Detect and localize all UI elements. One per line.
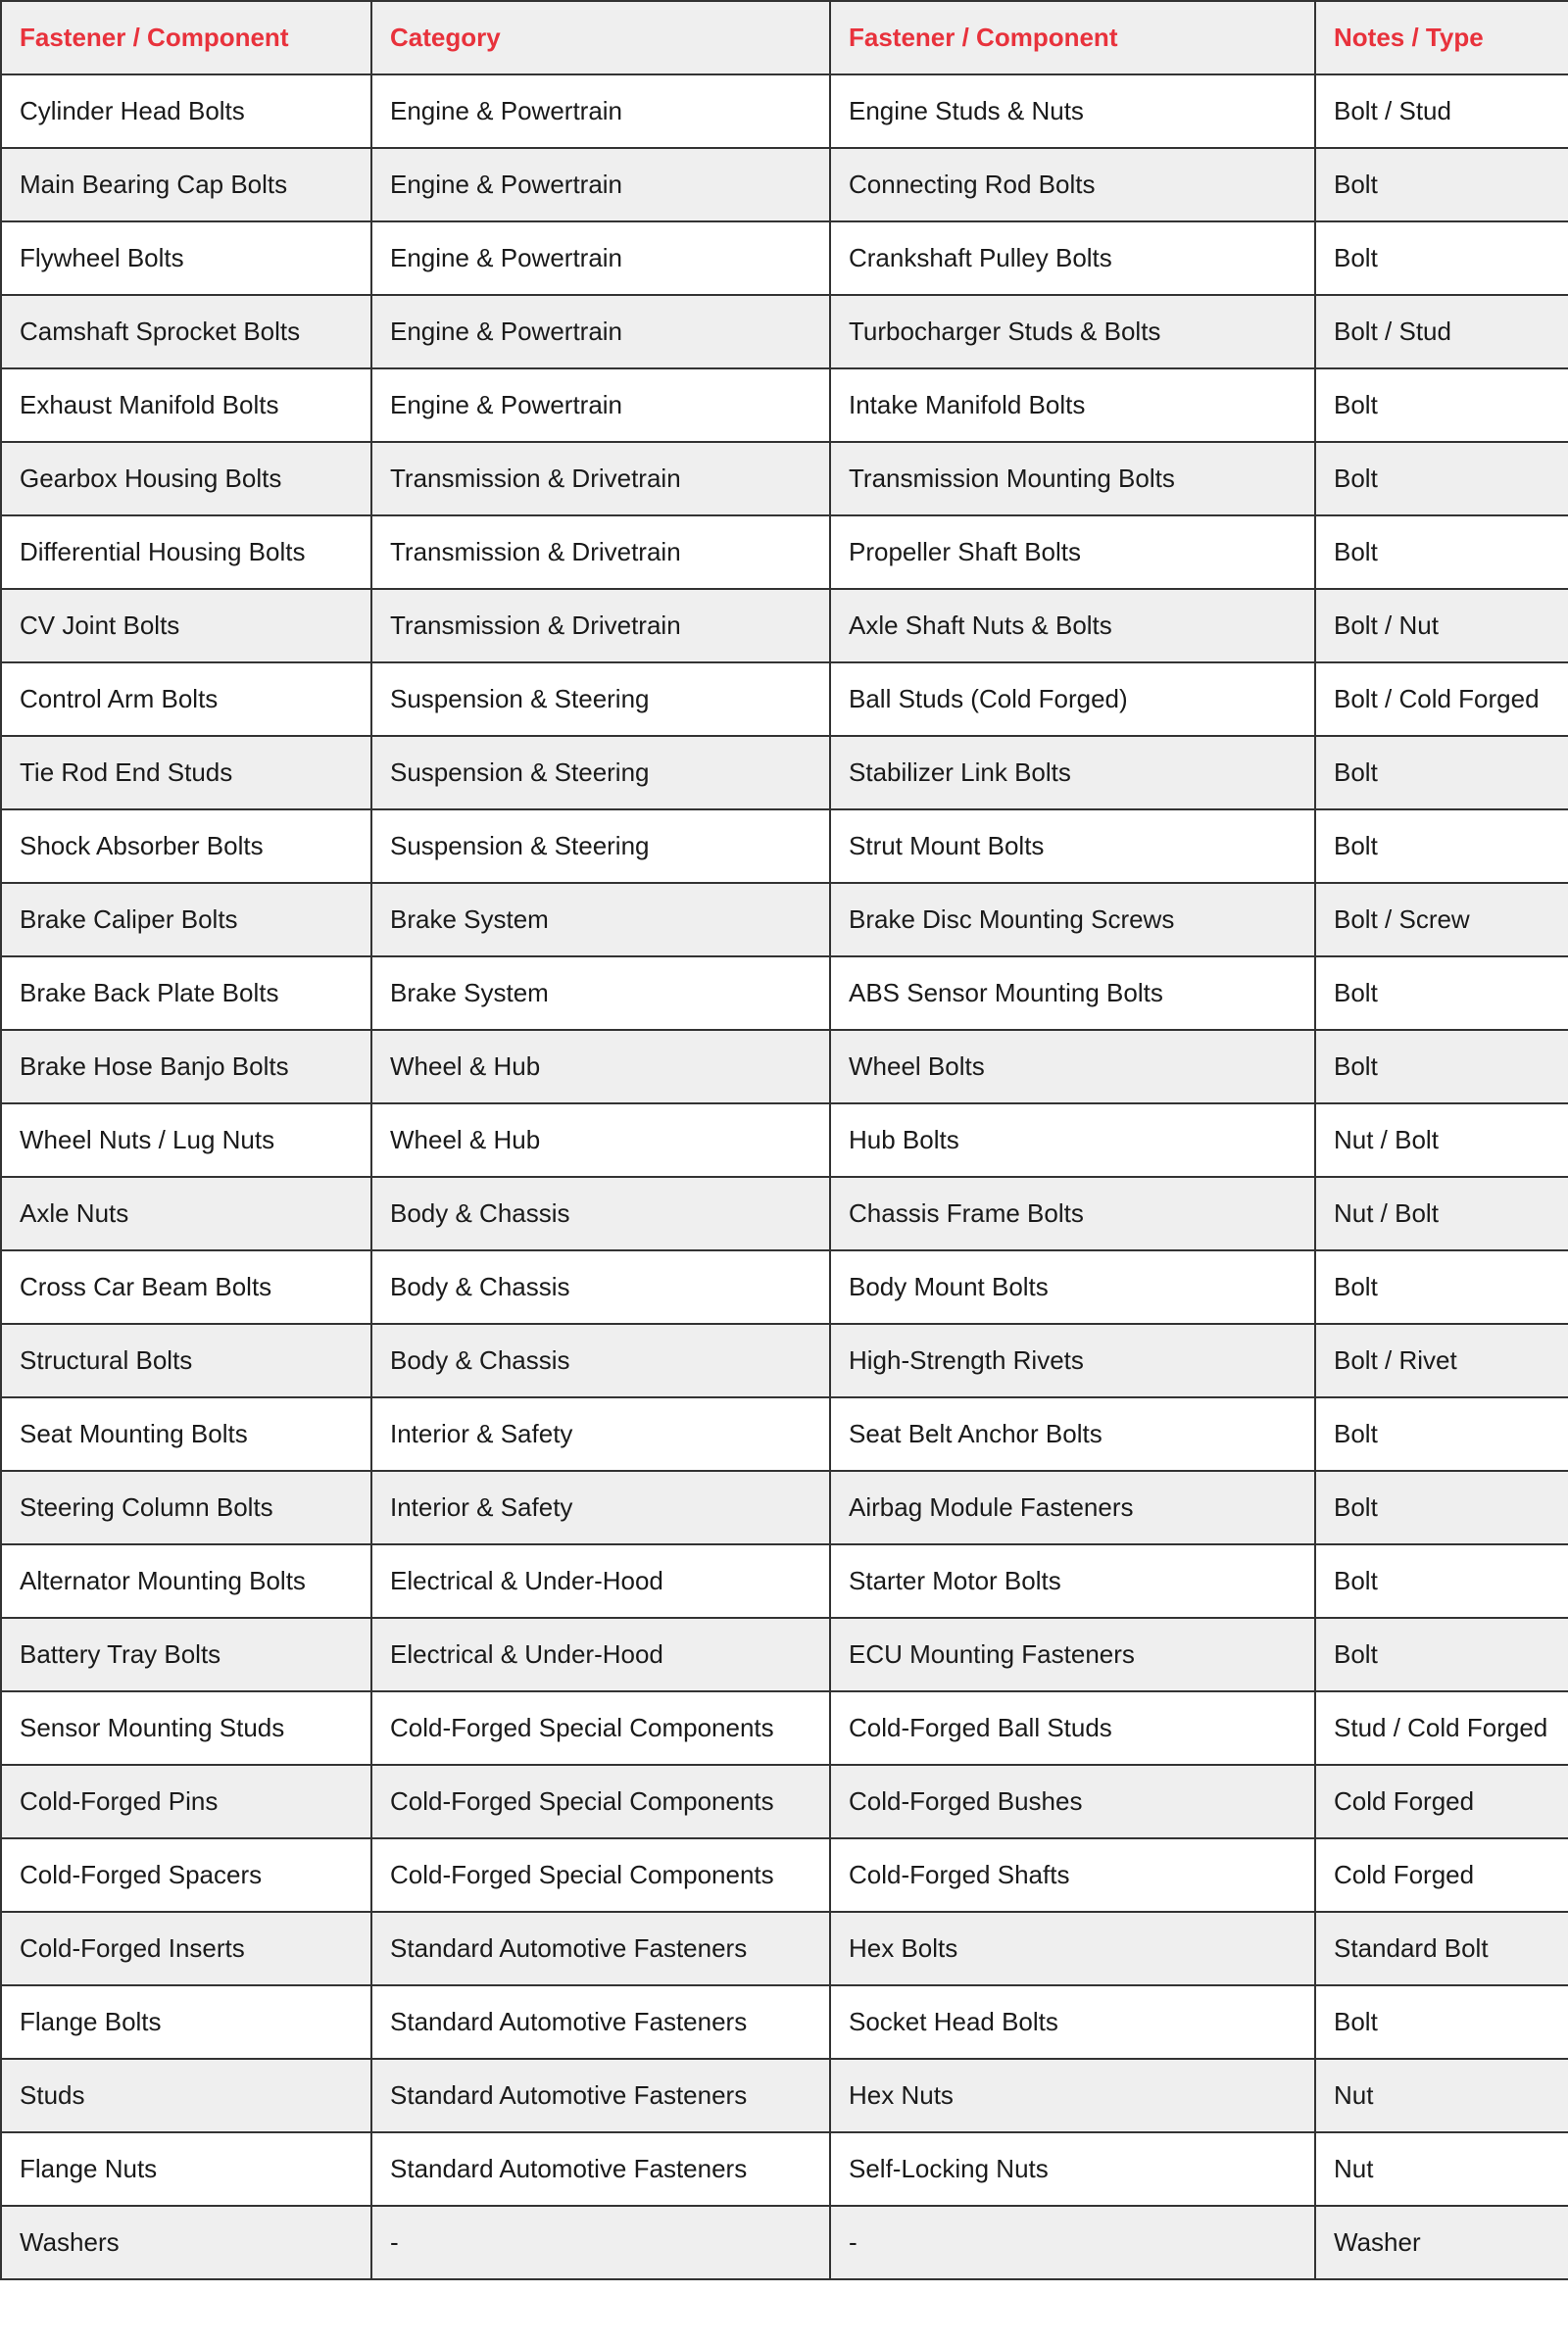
header-row — [1, 1, 1568, 74]
cell-fastener-component: Wheel Nuts / Lug Nuts — [1, 1103, 371, 1177]
cell-fastener-component-2: Hex Bolts — [830, 1912, 1315, 1985]
cell-fastener-component: Gearbox Housing Bolts — [1, 442, 371, 515]
cell-notes-type: Bolt — [1315, 515, 1568, 589]
cell-category: Interior & Safety — [371, 1471, 830, 1544]
cell-fastener-component: Sensor Mounting Studs — [1, 1691, 371, 1765]
cell-notes-type: Bolt / Stud — [1315, 295, 1568, 368]
cell-fastener-component-2: Wheel Bolts — [830, 1030, 1315, 1103]
table-row — [1, 2059, 1568, 2132]
cell-category: Engine & Powertrain — [371, 368, 830, 442]
cell-category: Cold-Forged Special Components — [371, 1838, 830, 1912]
cell-category: Electrical & Under-Hood — [371, 1618, 830, 1691]
table-body — [1, 74, 1568, 2279]
cell-fastener-component-2: Crankshaft Pulley Bolts — [830, 221, 1315, 295]
cell-fastener-component: Cold-Forged Inserts — [1, 1912, 371, 1985]
cell-fastener-component-2: Intake Manifold Bolts — [830, 368, 1315, 442]
table-row — [1, 1691, 1568, 1765]
table-header — [1, 1, 1568, 74]
cell-fastener-component: Flywheel Bolts — [1, 221, 371, 295]
cell-fastener-component-2: Cold-Forged Shafts — [830, 1838, 1315, 1912]
cell-fastener-component: Battery Tray Bolts — [1, 1618, 371, 1691]
cell-fastener-component-2: Body Mount Bolts — [830, 1250, 1315, 1324]
cell-notes-type: Bolt — [1315, 148, 1568, 221]
cell-notes-type: Bolt / Rivet — [1315, 1324, 1568, 1397]
cell-category: Standard Automotive Fasteners — [371, 1912, 830, 1985]
table-row — [1, 1838, 1568, 1912]
cell-category: Transmission & Drivetrain — [371, 515, 830, 589]
cell-fastener-component: Exhaust Manifold Bolts — [1, 368, 371, 442]
cell-category: Body & Chassis — [371, 1177, 830, 1250]
cell-fastener-component-2: Transmission Mounting Bolts — [830, 442, 1315, 515]
cell-notes-type: Bolt — [1315, 1985, 1568, 2059]
cell-notes-type: Bolt — [1315, 736, 1568, 809]
cell-fastener-component-2: High-Strength Rivets — [830, 1324, 1315, 1397]
table-row — [1, 1324, 1568, 1397]
cell-fastener-component-2: Cold-Forged Ball Studs — [830, 1691, 1315, 1765]
table-row — [1, 809, 1568, 883]
table-row — [1, 1544, 1568, 1618]
cell-notes-type: Bolt — [1315, 221, 1568, 295]
cell-fastener-component: Seat Mounting Bolts — [1, 1397, 371, 1471]
cell-fastener-component-2: Starter Motor Bolts — [830, 1544, 1315, 1618]
cell-category: Wheel & Hub — [371, 1030, 830, 1103]
cell-fastener-component-2: Strut Mount Bolts — [830, 809, 1315, 883]
cell-category: Transmission & Drivetrain — [371, 589, 830, 662]
cell-notes-type: Bolt — [1315, 1471, 1568, 1544]
cell-notes-type: Standard Bolt — [1315, 1912, 1568, 1985]
header-category: Category — [371, 1, 830, 74]
cell-category: Engine & Powertrain — [371, 74, 830, 148]
table-row — [1, 221, 1568, 295]
cell-notes-type: Bolt — [1315, 368, 1568, 442]
cell-notes-type: Bolt — [1315, 956, 1568, 1030]
table-row — [1, 1103, 1568, 1177]
header-notes-type: Notes / Type — [1315, 1, 1568, 74]
cell-fastener-component-2: Brake Disc Mounting Screws — [830, 883, 1315, 956]
cell-category: Interior & Safety — [371, 1397, 830, 1471]
cell-notes-type: Bolt / Stud — [1315, 74, 1568, 148]
cell-fastener-component: Brake Caliper Bolts — [1, 883, 371, 956]
cell-notes-type: Nut / Bolt — [1315, 1177, 1568, 1250]
cell-fastener-component-2: Self-Locking Nuts — [830, 2132, 1315, 2206]
cell-notes-type: Cold Forged — [1315, 1838, 1568, 1912]
table-row — [1, 589, 1568, 662]
table-row — [1, 1030, 1568, 1103]
cell-fastener-component-2: Seat Belt Anchor Bolts — [830, 1397, 1315, 1471]
cell-category: Engine & Powertrain — [371, 295, 830, 368]
cell-category: Engine & Powertrain — [371, 221, 830, 295]
cell-fastener-component: Structural Bolts — [1, 1324, 371, 1397]
cell-category: Body & Chassis — [371, 1324, 830, 1397]
table-row — [1, 1912, 1568, 1985]
cell-category: Suspension & Steering — [371, 662, 830, 736]
cell-category: Cold-Forged Special Components — [371, 1765, 830, 1838]
cell-notes-type: Bolt / Screw — [1315, 883, 1568, 956]
cell-fastener-component-2: Socket Head Bolts — [830, 1985, 1315, 2059]
table-row — [1, 2132, 1568, 2206]
cell-notes-type: Washer — [1315, 2206, 1568, 2279]
cell-fastener-component: Brake Hose Banjo Bolts — [1, 1030, 371, 1103]
cell-notes-type: Cold Forged — [1315, 1765, 1568, 1838]
cell-fastener-component: Brake Back Plate Bolts — [1, 956, 371, 1030]
cell-fastener-component-2: Hex Nuts — [830, 2059, 1315, 2132]
cell-fastener-component-2: Airbag Module Fasteners — [830, 1471, 1315, 1544]
cell-fastener-component: Main Bearing Cap Bolts — [1, 148, 371, 221]
cell-notes-type: Nut / Bolt — [1315, 1103, 1568, 1177]
table-row — [1, 368, 1568, 442]
cell-fastener-component: Steering Column Bolts — [1, 1471, 371, 1544]
cell-category: Transmission & Drivetrain — [371, 442, 830, 515]
cell-notes-type: Nut — [1315, 2059, 1568, 2132]
cell-fastener-component-2: Hub Bolts — [830, 1103, 1315, 1177]
cell-notes-type: Bolt — [1315, 442, 1568, 515]
cell-category: Engine & Powertrain — [371, 148, 830, 221]
cell-fastener-component-2: Chassis Frame Bolts — [830, 1177, 1315, 1250]
cell-notes-type: Bolt — [1315, 809, 1568, 883]
cell-fastener-component: CV Joint Bolts — [1, 589, 371, 662]
cell-fastener-component: Camshaft Sprocket Bolts — [1, 295, 371, 368]
cell-notes-type: Nut — [1315, 2132, 1568, 2206]
cell-notes-type: Bolt — [1315, 1030, 1568, 1103]
cell-fastener-component: Cylinder Head Bolts — [1, 74, 371, 148]
cell-category: Electrical & Under-Hood — [371, 1544, 830, 1618]
cell-notes-type: Bolt — [1315, 1544, 1568, 1618]
table-row — [1, 1765, 1568, 1838]
cell-notes-type: Bolt — [1315, 1618, 1568, 1691]
table-row — [1, 662, 1568, 736]
cell-notes-type: Bolt — [1315, 1397, 1568, 1471]
header-fastener-component-2: Fastener / Component — [830, 1, 1315, 74]
table-row — [1, 148, 1568, 221]
cell-category: Brake System — [371, 883, 830, 956]
cell-fastener-component: Differential Housing Bolts — [1, 515, 371, 589]
cell-fastener-component-2: ABS Sensor Mounting Bolts — [830, 956, 1315, 1030]
table-row — [1, 295, 1568, 368]
cell-notes-type: Stud / Cold Forged — [1315, 1691, 1568, 1765]
cell-fastener-component: Cold-Forged Pins — [1, 1765, 371, 1838]
table-row — [1, 1177, 1568, 1250]
table-row — [1, 1250, 1568, 1324]
cell-fastener-component-2: ECU Mounting Fasteners — [830, 1618, 1315, 1691]
cell-fastener-component-2: Stabilizer Link Bolts — [830, 736, 1315, 809]
header-fastener-component-1: Fastener / Component — [1, 1, 371, 74]
cell-fastener-component-2: Turbocharger Studs & Bolts — [830, 295, 1315, 368]
cell-category: Standard Automotive Fasteners — [371, 2059, 830, 2132]
cell-fastener-component-2: - — [830, 2206, 1315, 2279]
cell-category: Wheel & Hub — [371, 1103, 830, 1177]
table-row — [1, 736, 1568, 809]
cell-fastener-component-2: Engine Studs & Nuts — [830, 74, 1315, 148]
cell-category: Body & Chassis — [371, 1250, 830, 1324]
table-row — [1, 1618, 1568, 1691]
cell-fastener-component-2: Cold-Forged Bushes — [830, 1765, 1315, 1838]
table-row — [1, 74, 1568, 148]
cell-notes-type: Bolt / Nut — [1315, 589, 1568, 662]
cell-fastener-component-2: Axle Shaft Nuts & Bolts — [830, 589, 1315, 662]
cell-fastener-component: Flange Nuts — [1, 2132, 371, 2206]
table-row — [1, 956, 1568, 1030]
cell-fastener-component-2: Connecting Rod Bolts — [830, 148, 1315, 221]
cell-category: Standard Automotive Fasteners — [371, 1985, 830, 2059]
table-row — [1, 442, 1568, 515]
cell-fastener-component: Cold-Forged Spacers — [1, 1838, 371, 1912]
cell-fastener-component: Control Arm Bolts — [1, 662, 371, 736]
table-row — [1, 1985, 1568, 2059]
cell-fastener-component: Cross Car Beam Bolts — [1, 1250, 371, 1324]
cell-category: Brake System — [371, 956, 830, 1030]
cell-fastener-component: Studs — [1, 2059, 371, 2132]
cell-fastener-component: Washers — [1, 2206, 371, 2279]
cell-category: Standard Automotive Fasteners — [371, 2132, 830, 2206]
cell-category: Suspension & Steering — [371, 736, 830, 809]
cell-fastener-component-2: Ball Studs (Cold Forged) — [830, 662, 1315, 736]
cell-fastener-component: Flange Bolts — [1, 1985, 371, 2059]
table-row — [1, 1397, 1568, 1471]
cell-notes-type: Bolt — [1315, 1250, 1568, 1324]
cell-fastener-component: Alternator Mounting Bolts — [1, 1544, 371, 1618]
table-row — [1, 2206, 1568, 2279]
cell-notes-type: Bolt / Cold Forged — [1315, 662, 1568, 736]
cell-fastener-component-2: Propeller Shaft Bolts — [830, 515, 1315, 589]
table-row — [1, 883, 1568, 956]
cell-category: - — [371, 2206, 830, 2279]
cell-category: Cold-Forged Special Components — [371, 1691, 830, 1765]
cell-fastener-component: Axle Nuts — [1, 1177, 371, 1250]
table-row — [1, 515, 1568, 589]
cell-category: Suspension & Steering — [371, 809, 830, 883]
cell-fastener-component: Shock Absorber Bolts — [1, 809, 371, 883]
table-row — [1, 1471, 1568, 1544]
cell-fastener-component: Tie Rod End Studs — [1, 736, 371, 809]
